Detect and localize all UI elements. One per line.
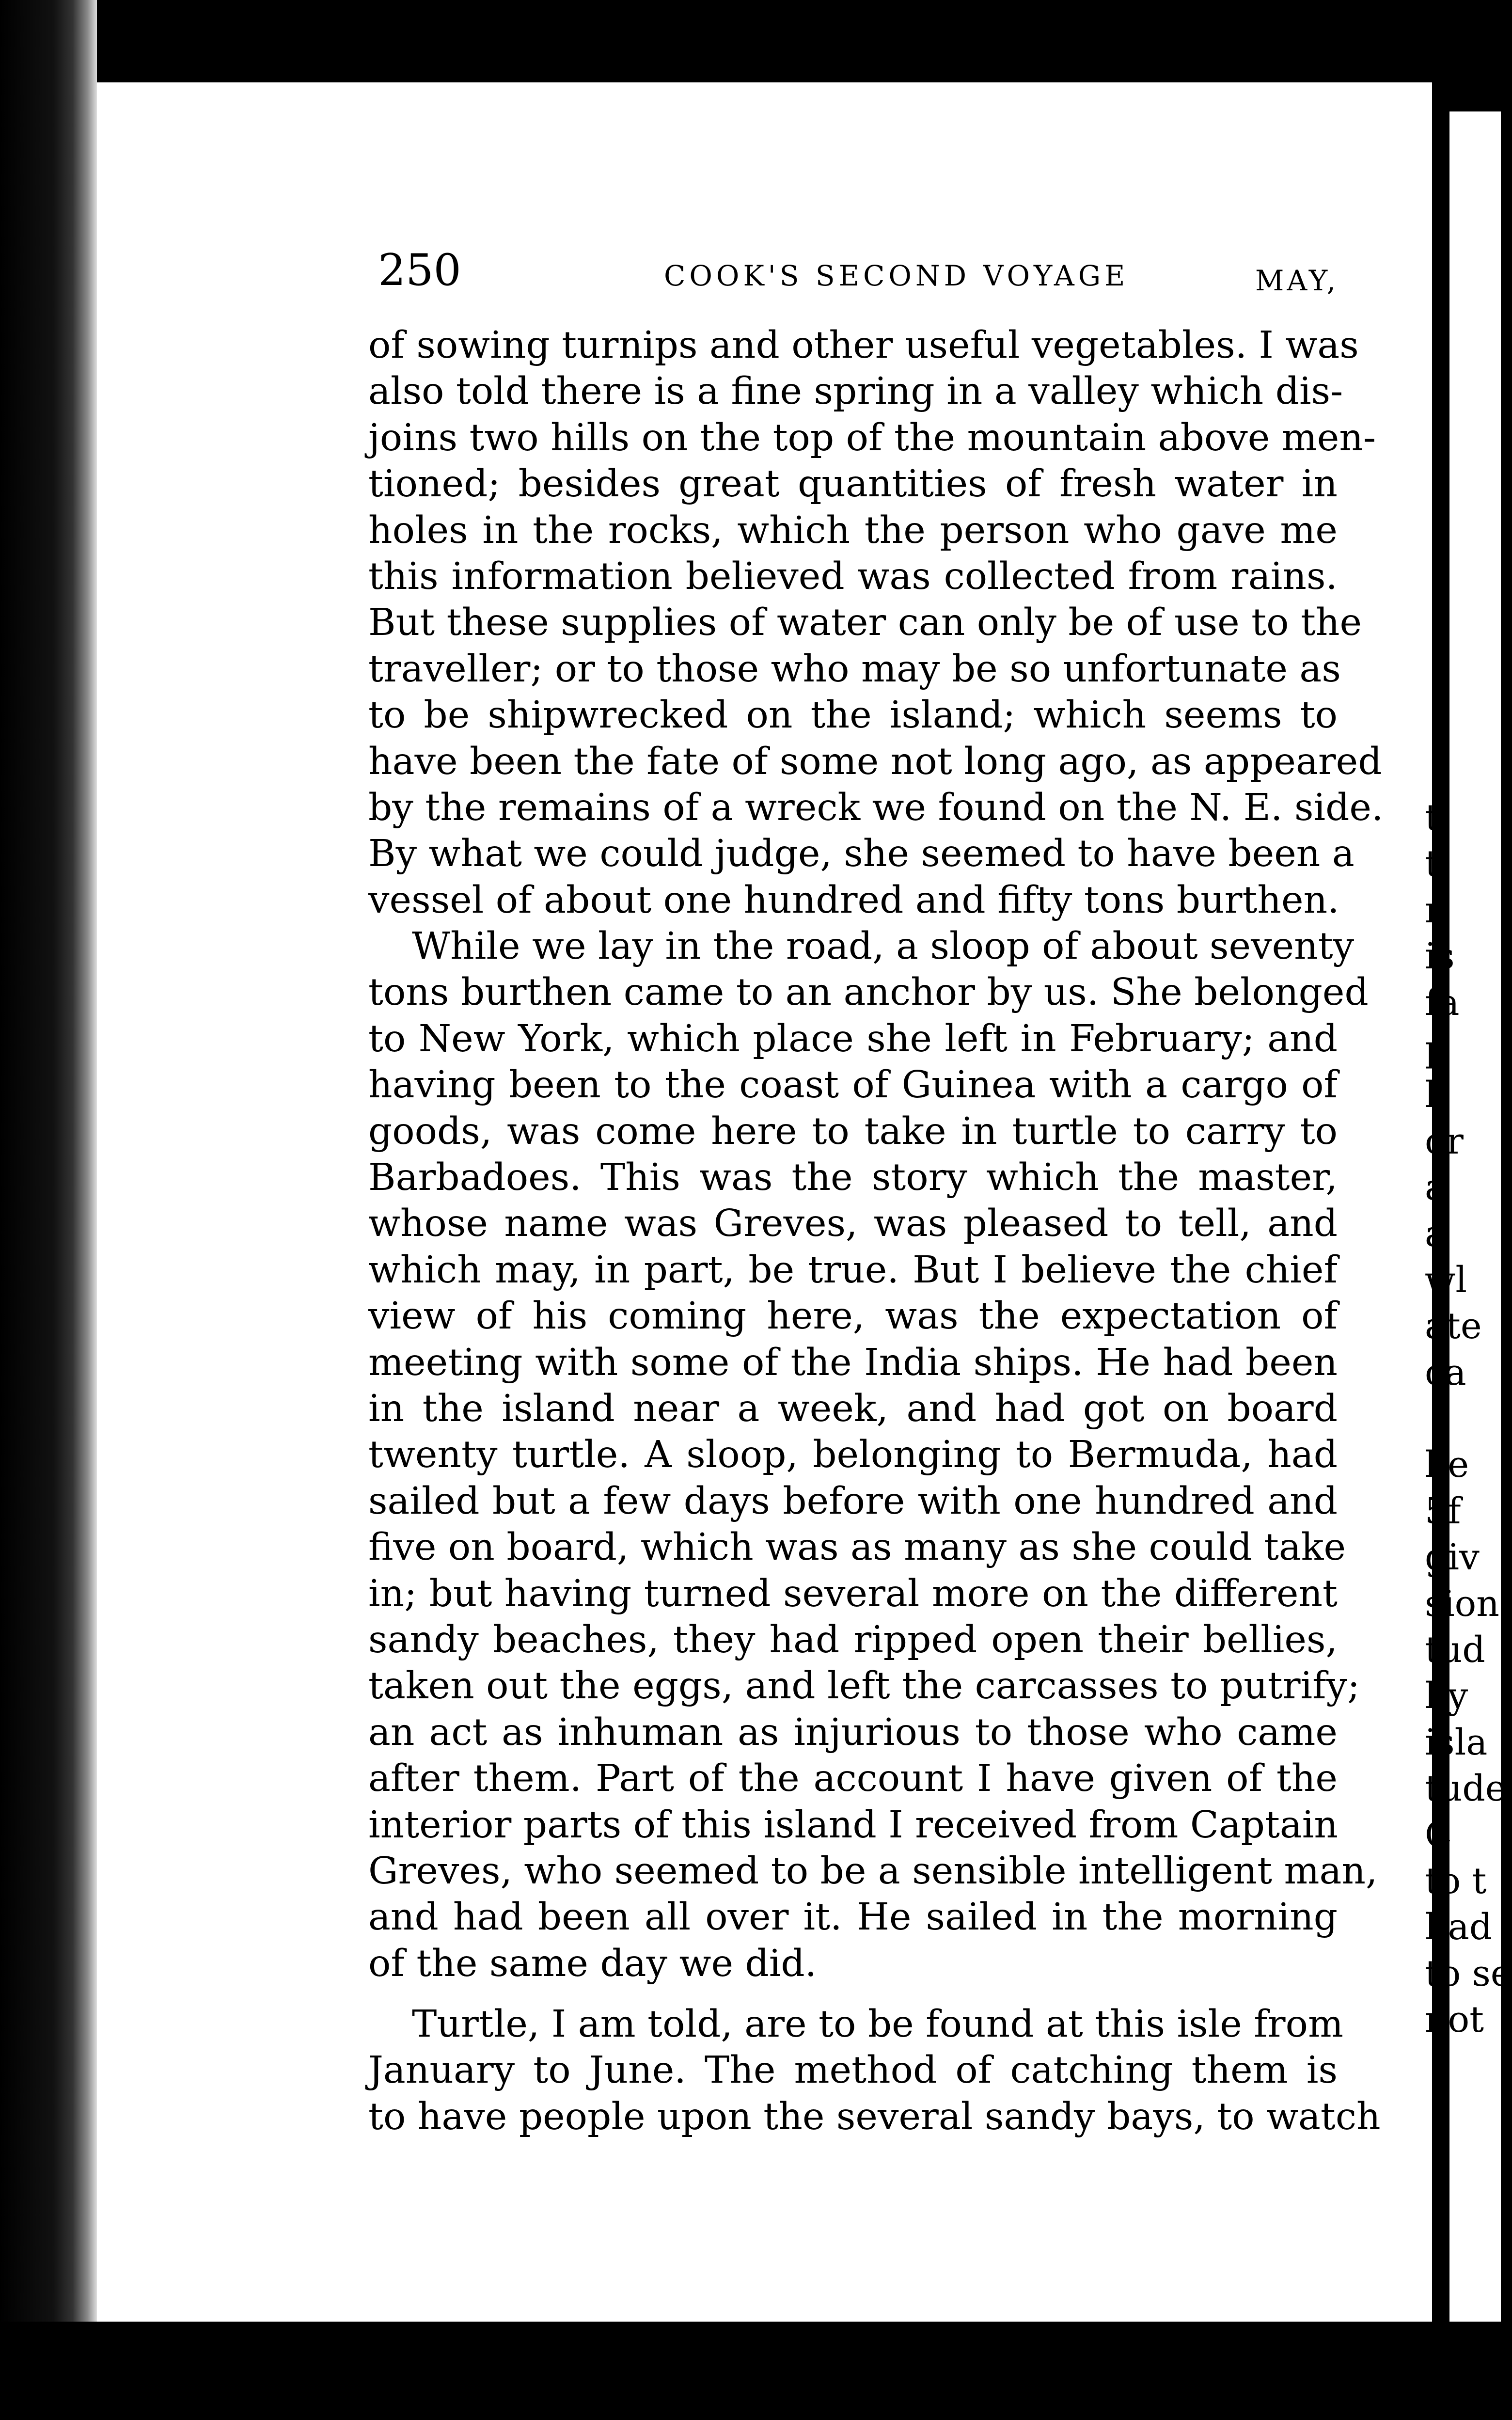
adjacent-fragment: not [1425, 1999, 1484, 2041]
text-line: also told there is a fine spring in a valley which dis- [368, 370, 1343, 413]
adjacent-fragment: C [1425, 1814, 1452, 1856]
adjacent-fragment: t [1425, 843, 1439, 885]
text-line: tioned; besides great quantities of fresh water in [368, 462, 1338, 506]
text-line: January to June. The method of catching them is [368, 2049, 1338, 2092]
text-line: twenty turtle. A sloop, belonging to Bermuda, had [368, 1433, 1338, 1477]
text-line: after them. Part of the account I have given of the [368, 1757, 1338, 1801]
paragraph-gap [368, 1987, 1338, 2001]
text-line: whose name was Greves, was pleased to tell, and [368, 1202, 1338, 1246]
adjacent-fragment: r [1425, 889, 1442, 931]
adjacent-fragment: sion [1425, 1582, 1499, 1625]
text-line: meeting with some of the India ships. He had been [368, 1341, 1338, 1384]
text-line: Greves, who seemed to be a sensible intelligent man, [368, 1849, 1378, 1893]
running-head: COOK'S SECOND VOYAGE [664, 259, 1129, 292]
text-line: have been the fate of some not long ago, as appeared [368, 740, 1382, 783]
adjacent-fragment [1425, 1396, 1501, 1442]
text-line: taken out the eggs, and left the carcasses to putrify; [368, 1664, 1360, 1708]
text-line: to New York, which place she left in February; and [368, 1017, 1338, 1060]
adjacent-fragment: tud [1425, 1629, 1485, 1671]
adjacent-fragment: a [1425, 1213, 1447, 1255]
text-line: this information believed was collected from rains. [368, 554, 1338, 598]
page-number: 250 [378, 245, 461, 296]
adjacent-fragment: giv [1425, 1536, 1480, 1579]
adjacent-fragment: wl [1425, 1259, 1467, 1301]
adjacent-fragment: t [1425, 797, 1439, 838]
scan-top-border [0, 0, 1501, 53]
text-line: While we lay in the road, a sloop of about seventy [412, 925, 1354, 968]
text-line: five on board, which was as many as she could take [368, 1526, 1346, 1569]
adjacent-page-text [1425, 795, 1512, 2043]
adjacent-fragment: by [1425, 1675, 1468, 1717]
adjacent-fragment: p [1425, 1028, 1448, 1070]
text-line: Barbadoes. This was the story which the master, [368, 1156, 1338, 1200]
text-line: sandy beaches, they had ripped open their bellies, [368, 1618, 1338, 1661]
page-header [378, 245, 1347, 303]
text-line: traveller; or to those who may be so unfortunate as [368, 647, 1341, 691]
text-line: sailed but a few days before with one hundred and [368, 1479, 1338, 1523]
text-line: an act as inhuman as injurious to those who came [368, 1710, 1338, 1754]
text-line: in; but having turned several more on the different [368, 1572, 1338, 1615]
adjacent-fragment: to se [1425, 1952, 1512, 1994]
text-line: having been to the coast of Guinea with a cargo of [368, 1063, 1338, 1107]
adjacent-fragment: isla [1425, 1721, 1488, 1763]
adjacent-fragment: or [1425, 1120, 1464, 1162]
adjacent-fragment: ca [1425, 1351, 1466, 1393]
text-line: vessel of about one hundred and fifty tons burthen. [368, 878, 1339, 922]
text-line: which may, in part, be true. But I believe the chief [368, 1248, 1338, 1292]
text-line: to have people upon the several sandy bays, to watch [368, 2095, 1381, 2138]
text-line: goods, was come here to take in turtle to carry to [368, 1109, 1338, 1153]
adjacent-fragment: tude [1425, 1768, 1507, 1810]
scan-bottom-border [0, 2322, 1501, 2420]
text-line: of sowing turnips and other useful vegetables. I was [368, 324, 1359, 367]
text-line: in the island near a week, and had got on board [368, 1387, 1338, 1430]
header-month: MAY, [1255, 264, 1339, 297]
text-line: holes in the rocks, which the person who gave me [368, 508, 1338, 552]
text-line: By what we could judge, she seemed to have been a [368, 832, 1354, 876]
adjacent-fragment: fa [1425, 981, 1460, 1024]
adjacent-fragment: ate [1425, 1305, 1482, 1347]
adjacent-fragment: to t [1425, 1860, 1487, 1902]
text-line: But these supplies of water can only be of use to the [368, 601, 1362, 645]
adjacent-fragment: be [1425, 1444, 1469, 1486]
text-line: view of his coming here, was the expectation of [368, 1295, 1338, 1338]
text-line: of the same day we did. [368, 1942, 817, 1985]
text-line: joins two hills on the top of the mountain above men- [368, 416, 1376, 459]
text-line: Turtle, I am told, are to be found at this isle from [412, 2003, 1343, 2046]
body-text [368, 322, 1384, 2140]
scan-left-edge [0, 0, 97, 2420]
text-line: interior parts of this island I received from Captain [368, 1803, 1339, 1847]
adjacent-fragment: b [1425, 1074, 1448, 1116]
text-line: by the remains of a wreck we found on the N. E. side. [368, 786, 1384, 829]
text-line: to be shipwrecked on the island; which seems to [368, 694, 1338, 737]
adjacent-fragment: 5f [1425, 1490, 1461, 1532]
adjacent-fragment: a [1425, 1167, 1447, 1209]
adjacent-fragment: had [1425, 1906, 1493, 1948]
text-line: and had been all over it. He sailed in the morning [368, 1896, 1338, 1939]
text-line: tons burthen came to an anchor by us. She belonged [368, 971, 1369, 1014]
adjacent-fragment: is [1425, 935, 1455, 978]
